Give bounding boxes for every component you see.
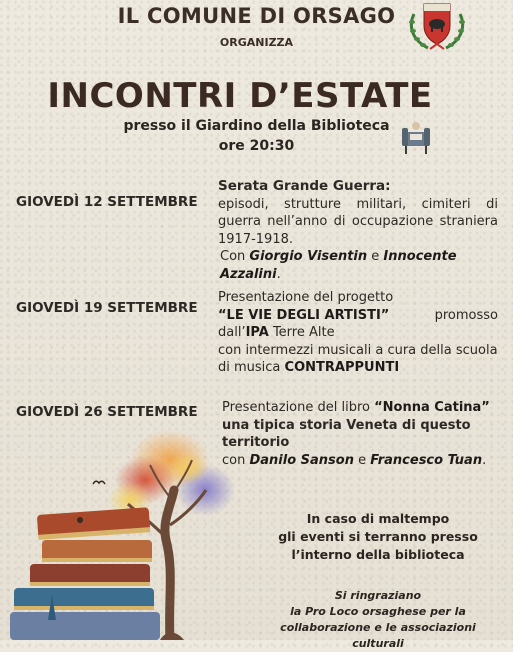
and-label: e xyxy=(371,249,380,264)
thanks-line: la Pro Loco orsaghese per la xyxy=(290,605,466,618)
event-line: guerra nell’anno di occupazione straniera xyxy=(218,214,498,229)
event-date-3: GIOVEDÌ 26 SETTEMBRE xyxy=(16,404,198,420)
armchair-reader-icon xyxy=(398,118,436,158)
speaker-name: Giorgio Visentin xyxy=(249,249,368,264)
books-stack-illustration xyxy=(0,500,180,640)
event-line: una tipica storia Veneta di questo xyxy=(222,417,471,433)
period: . xyxy=(276,266,281,282)
period: . xyxy=(482,452,487,468)
thanks-line: collaborazione e le associazioni culturali xyxy=(280,621,476,650)
acknowledgements xyxy=(258,588,498,652)
event-line: territorio xyxy=(222,435,290,450)
organizer-title: IL COMUNE DI ORSAGO xyxy=(117,4,396,28)
book-line xyxy=(222,399,497,417)
event-line: Presentazione del progetto xyxy=(218,290,394,305)
flying-bird-icon xyxy=(92,478,106,486)
project-line xyxy=(218,307,498,325)
note-line: l’interno della biblioteca xyxy=(291,547,465,562)
event-line: Presentazione del libro xyxy=(222,400,370,415)
event-heading-1: Serata Grande Guerra: xyxy=(218,178,391,194)
with-label: con xyxy=(222,452,246,468)
event-line: dall’ xyxy=(218,325,246,340)
coat-of-arms-icon xyxy=(406,0,468,52)
bad-weather-note xyxy=(258,510,498,564)
speaker-name: Francesco Tuan xyxy=(370,452,483,468)
with-label: Con xyxy=(220,249,246,264)
venue-line: presso il Giardino della Biblioteca xyxy=(123,118,390,134)
event-description-2 xyxy=(218,289,498,377)
event-series-title: INCONTRI D’ESTATE xyxy=(47,76,433,116)
event-date-1: GIOVEDÌ 12 SETTEMBRE xyxy=(16,194,198,210)
org-name: IPA xyxy=(245,325,269,340)
and-label: e xyxy=(358,452,367,468)
event-date-2: GIOVEDÌ 19 SETTEMBRE xyxy=(16,300,198,316)
event-line: episodi, strutture militari, cimiteri di xyxy=(218,196,498,212)
event-description-1 xyxy=(218,178,498,283)
thanks-line: Si ringraziano xyxy=(334,589,422,602)
event-speakers-1 xyxy=(218,248,498,283)
event-description-3 xyxy=(222,399,497,469)
time-line: ore 20:30 xyxy=(218,138,295,154)
note-line: In caso di maltempo xyxy=(306,511,450,526)
event-line: di musica xyxy=(218,360,281,375)
organizes-label: ORGANIZZA xyxy=(219,36,294,49)
event-speakers-3 xyxy=(222,452,497,470)
org-rest: Terre Alte xyxy=(272,325,335,340)
school-line xyxy=(218,359,498,377)
event-line: 1917-1918. xyxy=(218,231,293,247)
note-line: gli eventi si terranno presso xyxy=(278,529,478,544)
speaker-name: Innocente Azzalini xyxy=(220,249,457,282)
project-name: “LE VIE DEGLI ARTISTI” xyxy=(218,307,390,323)
school-name: CONTRAPPUNTI xyxy=(284,360,400,375)
event-line: con intermezzi musicali a cura della scuola xyxy=(218,342,498,358)
event-line: promosso xyxy=(434,307,498,323)
organizer-line xyxy=(218,324,498,342)
speaker-name: Danilo Sanson xyxy=(249,452,354,468)
book-title: “Nonna Catina” xyxy=(374,400,490,415)
